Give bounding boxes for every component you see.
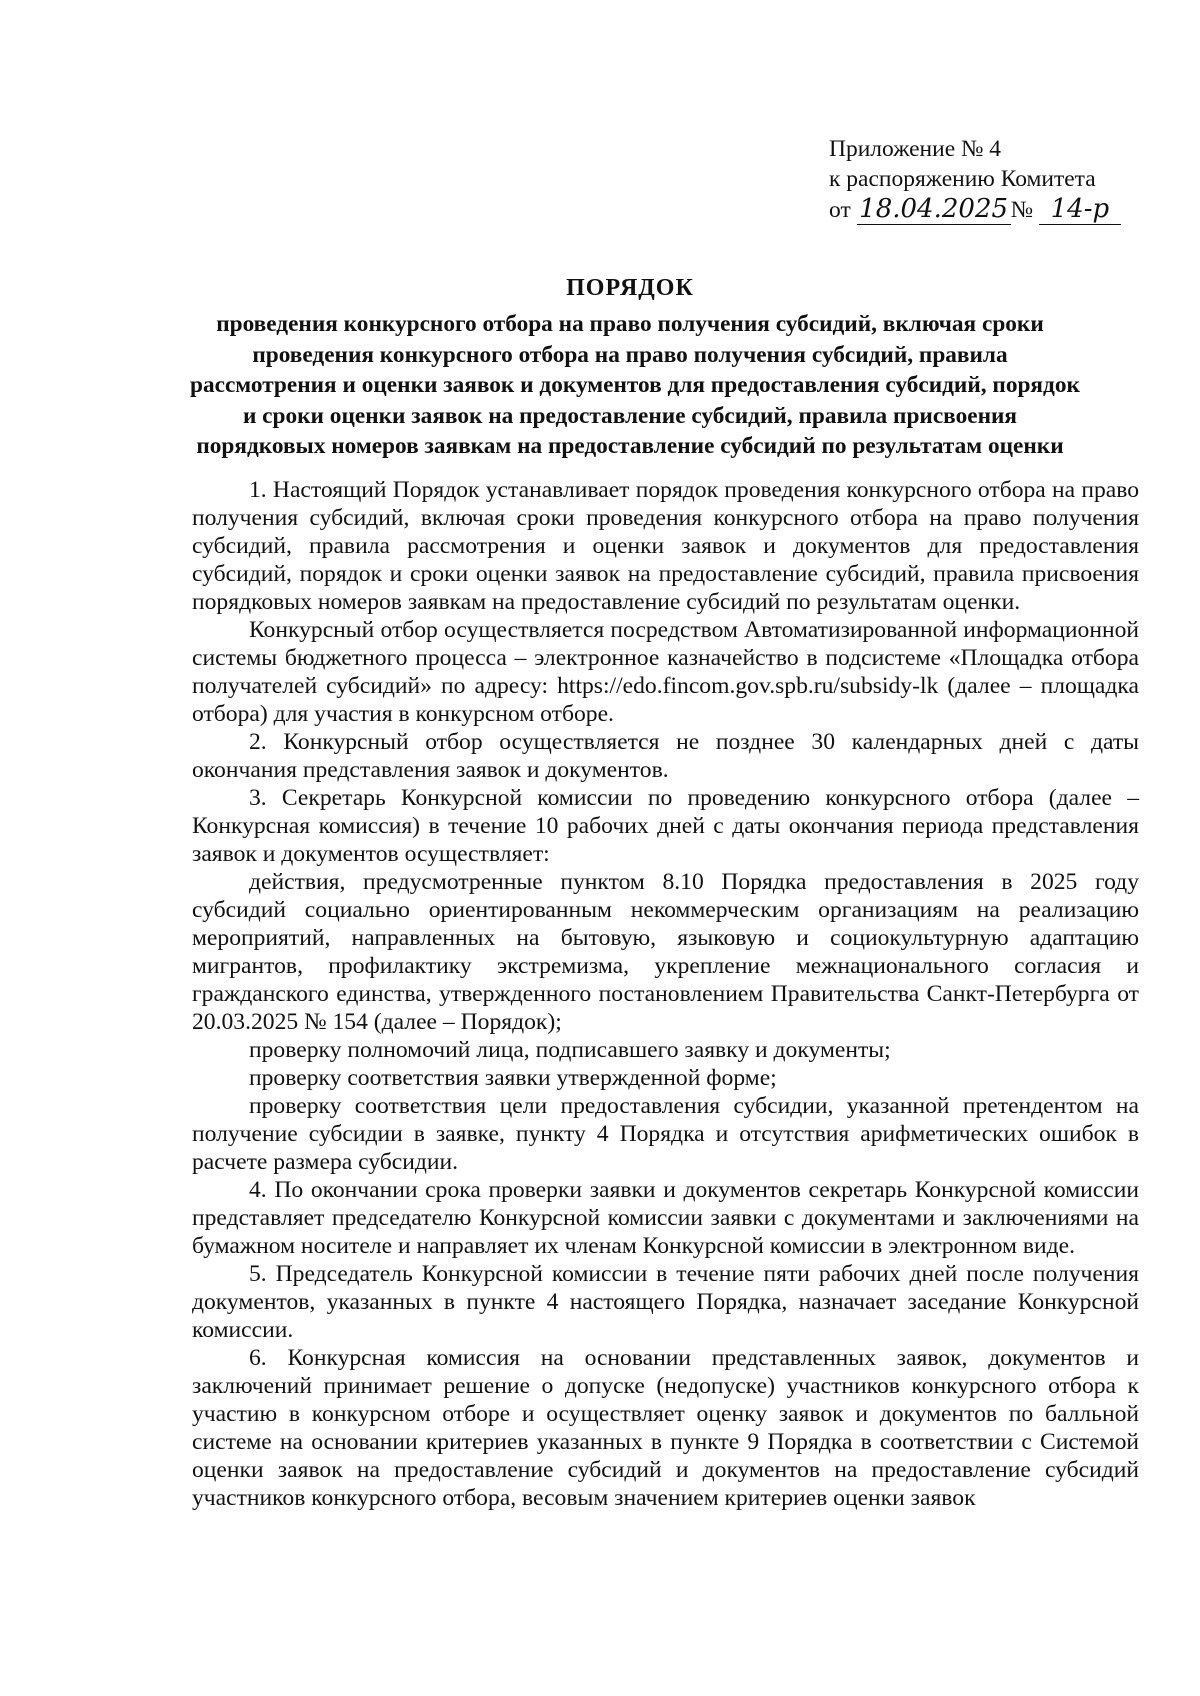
paragraph-3-authority-check: проверку полномочий лица, подписавшего заявку и документы; [249,1037,891,1063]
title-subtitle-line: проведения конкурсного отбора на право получения субсидий, включая сроки [216,311,1044,337]
title-subtitle-line: проведения конкурсного отбора на право получения субсидий, правила [252,341,1008,368]
number-sign: № [1010,197,1034,223]
appendix-reference: к распоряжению Комитета [829,166,1096,192]
appendix-number: Приложение № 4 [829,136,1002,162]
paragraph-4: 4. По окончании срока проверки заявки и документов секретарь Конкурсной комиссии представляет председателю Конкурсной комиссии заявки с документами и заключениями на бумажном носителе и направляет их членам Конкурсной комиссии в электронном виде. [192,1177,1139,1259]
handwritten-date: 18.04.2025 [857,194,1011,225]
title-subtitle-line: рассмотрения и оценки заявок и документов для предоставления субсидий, порядок [190,372,1080,398]
paragraph-1: 1. Настоящий Порядок устанавливает порядок проведения конкурсного отбора на право получения субсидий, включая сроки проведения конкурсного отбора на право получения субсидий, правила рассмотрения и оценки заявок и документов для предоставления субсидий, порядок и сроки оценки заявок на предоставление субсидий, правила присвоения порядковых номеров заявкам на предоставление субсидий по результатам оценки. [192,477,1139,615]
paragraph-2: 2. Конкурсный отбор осуществляется не позднее 30 календарных дней с даты окончания представления заявок и документов. [192,729,1139,783]
title-subtitle-line: порядковых номеров заявкам на предоставление субсидий по результатам оценки [196,433,1064,459]
title-subtitle-line: и сроки оценки заявок на предоставление субсидий, правила присвоения [242,402,1018,429]
title-main: ПОРЯДОК [566,275,694,301]
paragraph-6: 6. Конкурсная комиссия на основании представленных заявок, документов и заключений принимает решение о допуске (недопуске) участников конкурсного отбора к участию в конкурсном отборе и осуществляет оценку заявок и документов по балльной системе на основании критериев указанных в пункте 9 Порядка в соответствии с Системой оценки заявок на предоставление субсидий и документов на предоставление субсидий участников конкурсного отбора, весовым значением критериев оценки заявок [192,1345,1139,1511]
paragraph-3-purpose-check: проверку соответствия цели предоставления субсидии, указанной претендентом на получение субсидии в заявке, пункту 4 Порядка и отсутствия арифметических ошибок в расчете размера субсидии. [192,1093,1139,1175]
appendix-date-line [829,194,1129,225]
title-subtitle [190,309,1080,462]
date-prefix: от [829,197,851,223]
document-title [190,273,1080,462]
handwritten-number: 14-р [1039,194,1121,225]
paragraph-3: 3. Секретарь Конкурсной комиссии по проведению конкурсного отбора (далее – Конкурсная комиссия) в течение 10 рабочих дней с даты окончания периода представления заявок и документов осуществляет: [192,785,1139,867]
paragraph-1-platform: Конкурсный отбор осуществляется посредством Автоматизированной информационной системы бюджетного процесса – электронное казначейство в подсистеме «Площадка отбора получателей субсидий» по адресу: https://edo.fincom.gov.spb.ru/subsidy-lk (далее – площадка отбора) для участия в конкурсном отборе. [192,617,1139,727]
paragraph-5: 5. Председатель Конкурсной комиссии в течение пяти рабочих дней после получения документов, указанных в пункте 4 настоящего Порядка, назначает заседание Конкурсной комиссии. [192,1261,1139,1343]
appendix-header [829,134,1129,225]
paragraph-3-actions: действия, предусмотренные пунктом 8.10 Порядка предоставления в 2025 году субсидий социально ориентированным некоммерческим организациям на реализацию мероприятий, направленных на бытовую, языковую и социокультурную адаптацию мигрантов, профилактику экстремизма, укрепление межнационального согласия и гражданского единства, утвержденного постановлением Правительства Санкт-Петербурга от 20.03.2025 № 154 (далее – Порядок); [192,869,1139,1035]
document-body [192,476,1139,1512]
paragraph-3-form-check: проверку соответствия заявки утвержденной форме; [249,1065,777,1091]
